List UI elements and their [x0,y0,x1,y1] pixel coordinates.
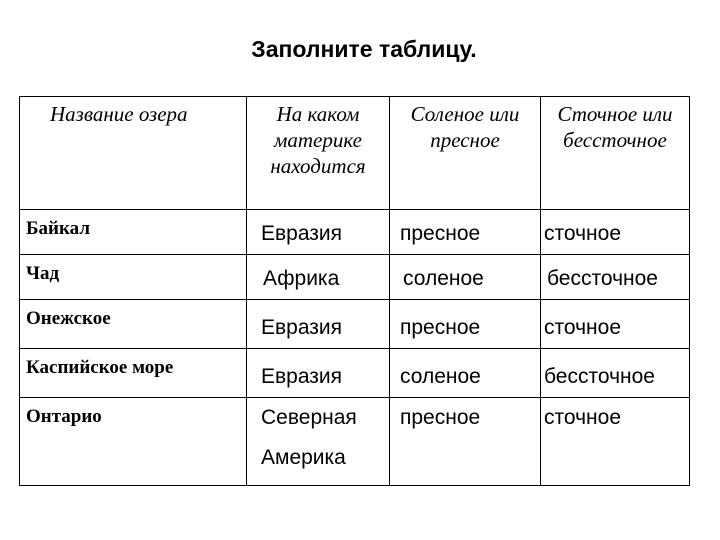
cell-salinity: пресное [390,300,541,349]
table-row [20,398,690,486]
cell-lake-name: Байкал [20,210,247,255]
cell-lake-name: Чад [20,255,247,300]
cell-drainage: сточное [541,210,690,255]
lakes-table [19,96,690,486]
cell-continent: Евразия [247,300,390,349]
table-row [20,210,690,255]
cell-continent: Евразия [247,349,390,398]
table-row [20,349,690,398]
cell-salinity: соленое [390,349,541,398]
header-lake-name: Название озера [20,97,247,210]
table-row [20,300,690,349]
cell-drainage: бессточное [541,349,690,398]
cell-salinity: пресное [390,210,541,255]
header-salinity: Соленое или пресное [390,97,541,210]
table-row [20,255,690,300]
page-title: Заполните таблицу. [251,36,477,62]
table-header-row [20,97,690,210]
cell-continent: Северная Америка [247,398,390,486]
cell-lake-name: Онтарио [20,398,247,486]
cell-continent: Евразия [247,210,390,255]
header-drainage: Сточное или бессточное [541,97,690,210]
cell-salinity: соленое [390,255,541,300]
cell-salinity: пресное [390,398,541,486]
cell-lake-name: Онежское [20,300,247,349]
cell-lake-name: Каспийское море [20,349,247,398]
header-continent: На каком материке находится [247,97,390,210]
cell-drainage: сточное [541,300,690,349]
cell-continent: Африка [247,255,390,300]
cell-drainage: сточное [541,398,690,486]
cell-drainage: бессточное [541,255,690,300]
